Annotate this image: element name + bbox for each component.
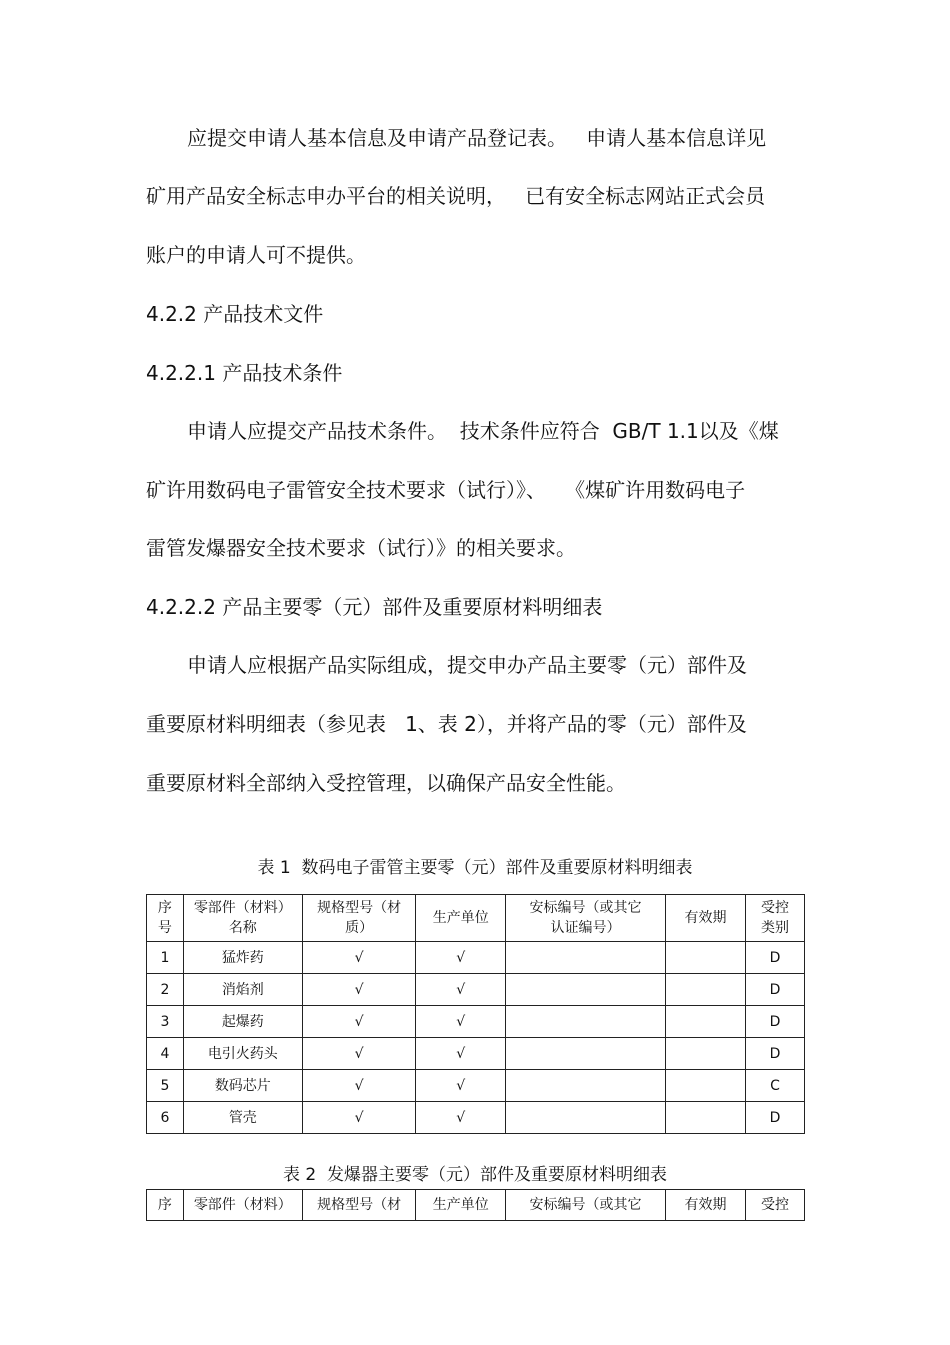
table-row: 1 猛炸药 √ √ D	[147, 942, 805, 974]
paragraph-1-line-2: 矿用产品安全标志申办平台的相关说明， 已有安全标志网站正式会员	[146, 184, 766, 208]
header-part-name: 零部件（材料） 名称	[183, 895, 302, 942]
paragraph-2-line-2: 矿许用数码电子雷管安全技术要求（试行）》、 《煤矿许用数码电子	[146, 478, 746, 502]
table-row: 3 起爆药 √ √ D	[147, 1006, 805, 1038]
table-1-caption: 表 1 数码电子雷管主要零（元）部件及重要原材料明细表	[257, 858, 693, 878]
header-cert-number: 安标编号（或其它 认证编号）	[505, 895, 665, 942]
header-control-category: 受控	[745, 1190, 804, 1221]
paragraph-3-line-1: 申请人应根据产品实际组成，提交申办产品主要零（元）部件及	[187, 653, 747, 677]
header-spec-model: 规格型号（材 质）	[302, 895, 416, 942]
paragraph-3-line-3: 重要原材料全部纳入受控管理，以确保产品安全性能。	[146, 771, 626, 795]
section-heading-4-2-2-2: 4.2.2.2 产品主要零（元）部件及重要原材料明细表	[146, 595, 603, 619]
paragraph-1-line-3: 账户的申请人可不提供。	[146, 243, 366, 267]
header-manufacturer: 生产单位	[416, 895, 505, 942]
paragraph-2-line-1: 申请人应提交产品技术条件。 技术条件应符合 GB/T 1.1以及《煤	[187, 419, 779, 443]
paragraph-1-line-1: 应提交申请人基本信息及申请产品登记表。 申请人基本信息详见	[187, 126, 767, 150]
table-row: 2 消焰剂 √ √ D	[147, 974, 805, 1006]
table-2-header-row	[147, 1190, 805, 1221]
header-index: 序	[147, 1190, 184, 1221]
header-cert-number: 安标编号（或其它	[505, 1190, 665, 1221]
table-row: 6 管壳 √ √ D	[147, 1102, 805, 1134]
section-heading-4-2-2-1: 4.2.2.1 产品技术条件	[146, 361, 343, 385]
section-heading-4-2-2: 4.2.2 产品技术文件	[146, 302, 324, 326]
table-row: 4 电引火药头 √ √ D	[147, 1038, 805, 1070]
header-manufacturer: 生产单位	[416, 1190, 505, 1221]
table-1	[146, 894, 805, 1134]
table-2	[146, 1189, 805, 1221]
header-index: 序 号	[147, 895, 184, 942]
table-row: 5 数码芯片 √ √ C	[147, 1070, 805, 1102]
header-validity: 有效期	[665, 895, 745, 942]
table-2-caption: 表 2 发爆器主要零（元）部件及重要原材料明细表	[282, 1165, 668, 1185]
paragraph-2-line-3: 雷管发爆器安全技术要求（试行）》的相关要求。	[146, 536, 576, 560]
table-1-header-row	[147, 895, 805, 942]
header-part-name: 零部件（材料）	[183, 1190, 302, 1221]
header-spec-model: 规格型号（材	[302, 1190, 416, 1221]
paragraph-3-line-2: 重要原材料明细表（参见表 1、表 2），并将产品的零（元）部件及	[146, 712, 747, 736]
header-control-category: 受控 类别	[745, 895, 804, 942]
header-validity: 有效期	[665, 1190, 745, 1221]
